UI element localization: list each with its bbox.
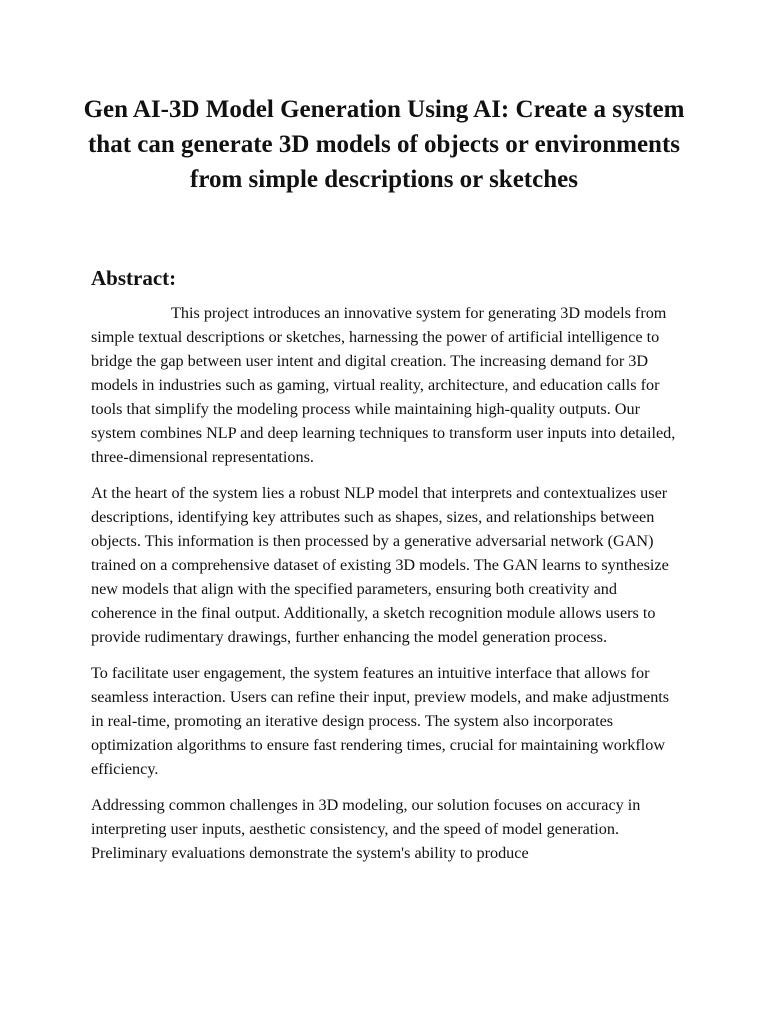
paragraph-4: Addressing common challenges in 3D modeling, our solution focuses on accuracy in interpreting user inputs, aesthetic consistency, and the speed of model generation. Preliminary evaluations demonstrate the system's ability to produce bbox=[91, 796, 641, 862]
abstract-heading: Abstract: bbox=[91, 266, 177, 290]
document-title: Gen AI-3D Model Generation Using AI: Create a system that can generate 3D models of objects or environments from simple descriptions or sketches bbox=[83, 96, 685, 193]
paragraph-2: At the heart of the system lies a robust NLP model that interprets and contextualizes user descriptions, identifying key attributes such as shapes, sizes, and relationships between objects. This information is then processed by a generative adversarial network (GAN) trained on a comprehensive dataset of existing 3D models. The GAN learns to synthesize new models that align with the specified parameters, ensuring both creativity and coherence in the final output. Additionally, a sketch recognition module allows users to provide rudimentary drawings, further enhancing the model generation process. bbox=[91, 484, 669, 646]
paragraph-1: This project introduces an innovative system for generating 3D models from simple textual descriptions or sketches, harnessing the power of artificial intelligence to bridge the gap between user intent and digital creation. The increasing demand for 3D models in industries such as gaming, virtual reality, architecture, and education calls for tools that simplify the modeling process while maintaining high-quality outputs. Our system combines NLP and deep learning techniques to transform user inputs into detailed, three-dimensional representations. bbox=[91, 304, 676, 466]
abstract-body bbox=[91, 301, 681, 877]
paragraph-3: To facilitate user engagement, the system features an intuitive interface that allows for seamless interaction. Users can refine their input, preview models, and make adjustments in real-time, promoting an iterative design process. The system also incorporates optimization algorithms to ensure fast rendering times, crucial for maintaining workflow efficiency. bbox=[91, 664, 670, 778]
